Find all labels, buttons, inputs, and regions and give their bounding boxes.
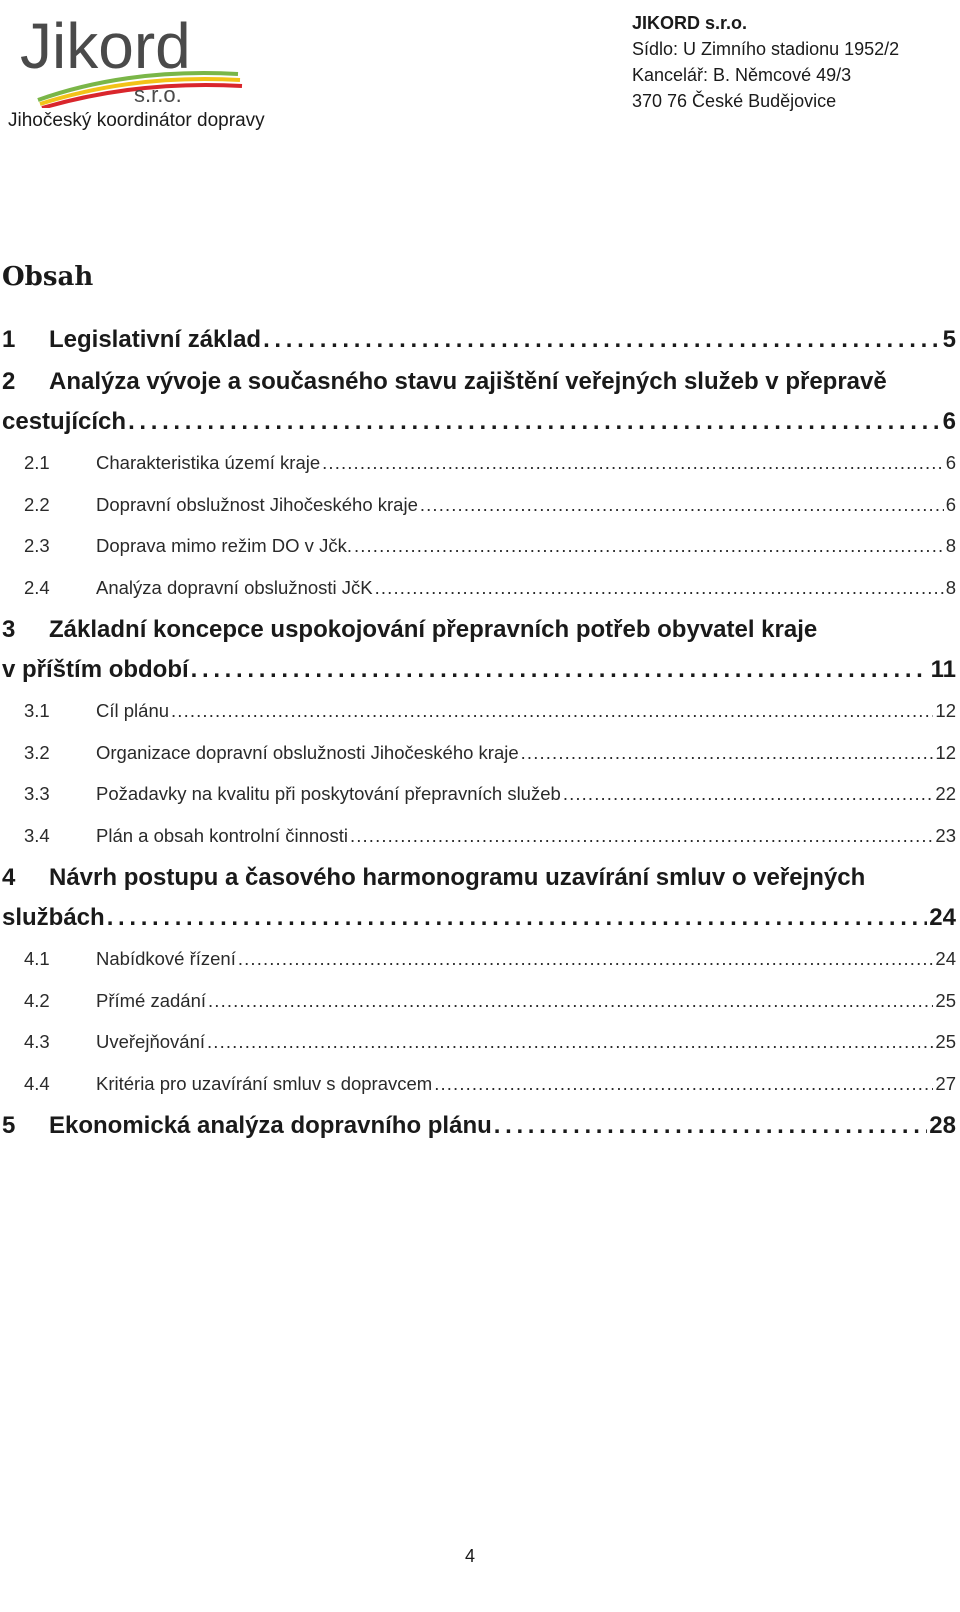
- toc-entry-page: 22: [935, 783, 956, 804]
- toc-entry-number: 1: [2, 326, 16, 353]
- toc-entry-title-line1: Analýza vývoje a současného stavu zajištění veřejných služeb v přepravě: [49, 368, 887, 395]
- toc-entry-4[interactable]: [2, 858, 956, 938]
- toc-entry-page: 6: [945, 452, 956, 473]
- toc-entry-title: Přímé zadání: [96, 989, 207, 1011]
- toc-entry-title: Cíl plánu: [96, 700, 170, 721]
- toc-entry-4-2[interactable]: [2, 980, 956, 1022]
- toc-entry-3[interactable]: [2, 610, 956, 690]
- toc-leader-dots: [375, 567, 944, 609]
- toc-entry-number: 5: [2, 1112, 16, 1139]
- toc-entry-1[interactable]: [2, 320, 956, 360]
- company-logo: [18, 8, 248, 108]
- toc-entry-title: Kritéria pro uzavírání smluv s dopravcem: [96, 1072, 433, 1094]
- toc-leader-dots: [322, 442, 944, 484]
- toc-entry-page: 24: [929, 904, 956, 931]
- toc-entry-page: 8: [945, 535, 956, 556]
- company-address-block: [632, 10, 899, 114]
- toc-entry-3-4[interactable]: [2, 815, 956, 857]
- toc-entry-title: v příštím období: [2, 656, 189, 683]
- toc-entry-number: 2.1: [24, 452, 50, 473]
- toc-entry-number: 4.1: [24, 948, 50, 969]
- toc-entry-page: 25: [935, 989, 956, 1011]
- company-name: JIKORD s.r.o.: [632, 13, 748, 33]
- toc-entry-3-2[interactable]: [2, 732, 956, 774]
- toc-entry-4-3[interactable]: [2, 1021, 956, 1063]
- toc-entry-5[interactable]: [2, 1106, 956, 1146]
- toc-entry-title-line1: Základní koncepce uspokojování přepravních potřeb obyvatel kraje: [49, 616, 818, 643]
- toc-entry-page: 5: [942, 326, 956, 353]
- toc-entry-title: službách: [2, 904, 105, 931]
- toc-leader-dots: [420, 484, 944, 526]
- toc-entry-page: 6: [942, 408, 956, 435]
- toc-entry-title: Dopravní obslužnost Jihočeského kraje: [96, 493, 418, 515]
- toc-leader-dots: [171, 690, 933, 732]
- toc-entry-number: 3: [2, 616, 16, 643]
- toc-entry-page: 25: [935, 1031, 956, 1052]
- toc-entry-title: Doprava mimo režim DO v Jčk.: [96, 535, 352, 556]
- toc-entry-2[interactable]: [2, 362, 956, 442]
- toc-entry-title: Organizace dopravní obslužnosti Jihočeského kraje: [96, 741, 519, 763]
- toc-leader-dots: [521, 732, 934, 774]
- toc-entry-3-3[interactable]: [2, 773, 956, 815]
- toc-entry-2-1[interactable]: [2, 442, 956, 484]
- toc-leader-dots: [128, 402, 941, 442]
- toc-entry-title-line1: Návrh postupu a časového harmonogramu uzavírání smluv o veřejných: [49, 864, 866, 891]
- toc-leader-dots: [350, 815, 933, 857]
- toc-entry-title: Požadavky na kvalitu při poskytování přepravních služeb: [96, 783, 561, 804]
- toc-entry-4-4[interactable]: [2, 1063, 956, 1105]
- toc-leader-dots: [263, 320, 941, 360]
- toc-entry-number: 3.4: [24, 824, 50, 846]
- address-line-1: Sídlo: U Zimního stadionu 1952/2: [632, 39, 900, 59]
- toc-leader-dots: [354, 525, 944, 567]
- toc-entry-page: 28: [929, 1112, 956, 1139]
- toc-leader-dots: [208, 980, 933, 1022]
- toc-entry-number: 4.2: [24, 989, 50, 1011]
- toc-entry-title: Nabídkové řízení: [96, 948, 236, 969]
- toc-leader-dots: [207, 1021, 933, 1063]
- toc-entry-2-4[interactable]: [2, 567, 956, 609]
- table-of-contents: [2, 320, 956, 1146]
- toc-entry-title: Analýza dopravní obslužnosti JčK: [96, 576, 373, 598]
- page-number: 4: [464, 1546, 475, 1566]
- toc-entry-number: 2.4: [24, 576, 50, 598]
- toc-entry-4-1[interactable]: [2, 938, 956, 980]
- toc-entry-page: 12: [935, 700, 956, 721]
- toc-entry-page: 6: [945, 493, 956, 515]
- toc-entry-page: 23: [935, 824, 956, 846]
- toc-entry-title: Charakteristika území kraje: [96, 452, 321, 473]
- toc-entry-title: Ekonomická analýza dopravního plánu: [49, 1112, 492, 1139]
- toc-entry-number: 3.3: [24, 783, 50, 804]
- toc-entry-page: 8: [945, 576, 956, 598]
- address-line-2: Kancelář: B. Němcové 49/3: [632, 65, 852, 85]
- toc-leader-dots: [107, 898, 928, 938]
- toc-leader-dots: [563, 773, 934, 815]
- logo-subtext: s.r.o.: [134, 82, 182, 107]
- toc-entry-2-3[interactable]: [2, 525, 956, 567]
- toc-entry-number: 2.3: [24, 535, 50, 556]
- toc-entry-number: 4.4: [24, 1072, 50, 1094]
- toc-entry-page: 12: [935, 741, 956, 763]
- company-tagline: Jihočeský koordinátor dopravy: [8, 110, 265, 131]
- toc-leader-dots: [238, 938, 934, 980]
- toc-title: Obsah: [2, 262, 94, 292]
- toc-entry-3-1[interactable]: [2, 690, 956, 732]
- toc-entry-2-2[interactable]: [2, 484, 956, 526]
- toc-entry-number: 2.2: [24, 493, 50, 515]
- address-line-3: 370 76 České Budějovice: [632, 91, 837, 111]
- toc-leader-dots: [191, 650, 929, 690]
- toc-entry-title: Uveřejňování: [96, 1031, 206, 1052]
- jikord-logo-graphic: [18, 8, 248, 108]
- toc-entry-page: 11: [930, 656, 956, 683]
- toc-entry-title: Legislativní základ: [49, 326, 262, 353]
- toc-entry-title: cestujících: [2, 408, 127, 435]
- toc-entry-page: 27: [935, 1072, 956, 1094]
- toc-entry-number: 3.2: [24, 741, 50, 763]
- toc-entry-title: Plán a obsah kontrolní činnosti: [96, 824, 348, 846]
- toc-entry-number: 2: [2, 368, 16, 395]
- toc-leader-dots: [494, 1106, 928, 1146]
- toc-entry-number: 4.3: [24, 1031, 50, 1052]
- logo-wordmark: Jikord: [20, 10, 191, 82]
- toc-entry-number: 3.1: [24, 700, 50, 721]
- toc-leader-dots: [434, 1063, 933, 1105]
- toc-entry-number: 4: [2, 864, 16, 891]
- toc-entry-page: 24: [935, 948, 956, 969]
